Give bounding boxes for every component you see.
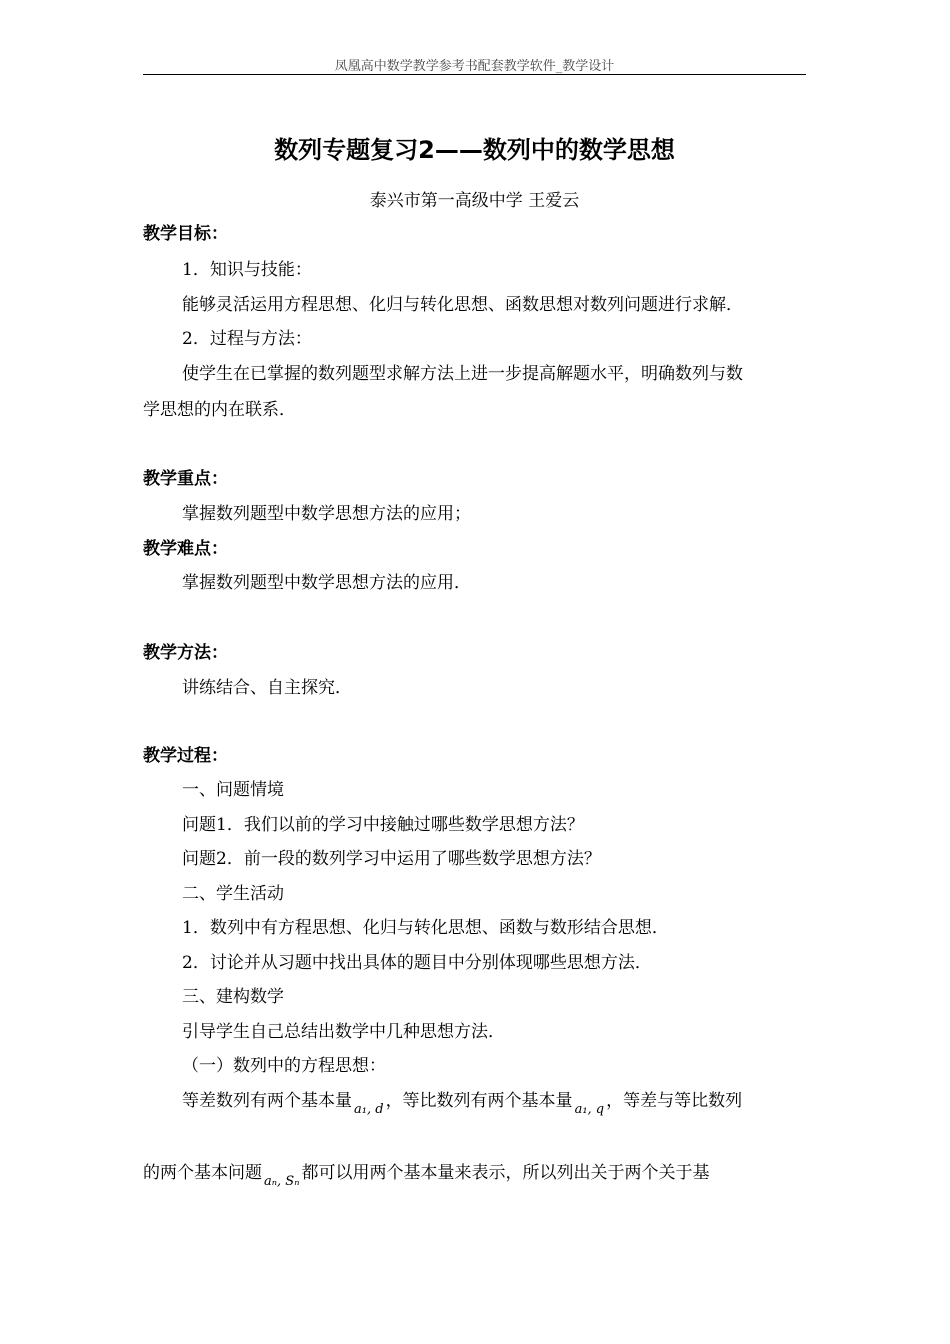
page-header: 凤凰高中数学教学参考书配套教学软件_教学设计 [334,59,615,74]
key-heading: 教学重点： [143,469,228,489]
equation-paragraph-line-1 [182,1089,806,1115]
process-heading: 教学过程： [143,746,228,766]
goal2-label: 2．过程与方法： [182,329,312,349]
method-text: 讲练结合、自主探究． [182,678,352,698]
goal2-text-b: 学思想的内在联系． [143,400,296,420]
author-line: 泰兴市第一高级中学 王爱云 [369,191,580,211]
goal1-text: 能够灵活运用方程思想、化归与转化思想、函数思想对数列问题进行求解． [182,295,743,315]
eq-text-5: 都可以用两个基本量来表示，所以列出关于两个关于基 [301,1163,710,1183]
guide-text: 引导学生自己总结出数学中几种思想方法． [182,1022,505,1042]
activity-1: 1．数列中有方程思想、化归与转化思想、函数与数形结合思想． [182,918,669,938]
eq-text-3: ，等差与等比数列 [606,1091,743,1111]
eq-text-4: 的两个基本问题 [143,1163,262,1183]
goals-heading: 教学目标： [143,224,228,244]
difficult-text: 掌握数列题型中数学思想方法的应用． [182,573,471,593]
eq-text-2: ，等比数列有两个基本量 [385,1091,573,1111]
method-heading: 教学方法： [143,643,228,663]
goal1-label: 1．知识与技能： [182,260,312,280]
header-divider [143,74,806,75]
formula-an-sn: aₙ, Sₙ [264,1174,300,1189]
equation-paragraph-line-2 [143,1161,806,1187]
section-3-title: 三、建构数学 [182,987,284,1007]
activity-2: 2．讨论并从习题中找出具体的题目中分别体现哪些思想方法． [182,953,652,973]
section-2-title: 二、学生活动 [182,884,284,904]
subsection-1-title: （一）数列中的方程思想： [182,1056,386,1076]
formula-a1-d: a₁, d [354,1102,384,1117]
eq-text-1: 等差数列有两个基本量 [182,1091,352,1111]
document-title: 数列专题复习2——数列中的数学思想 [274,136,675,164]
difficult-heading: 教学难点： [143,539,228,559]
key-text: 掌握数列题型中数学思想方法的应用； [182,504,471,524]
section-1-title: 一、问题情境 [182,780,284,800]
formula-a1-q: a₁, q [574,1102,605,1117]
goal2-text-a: 使学生在已掌握的数列题型求解方法上进一步提高解题水平，明确数列与数 [182,364,743,384]
question-1: 问题1．我们以前的学习中接触过哪些数学思想方法？ [182,815,584,835]
question-2: 问题2．前一段的数列学习中运用了哪些数学思想方法？ [182,849,601,869]
